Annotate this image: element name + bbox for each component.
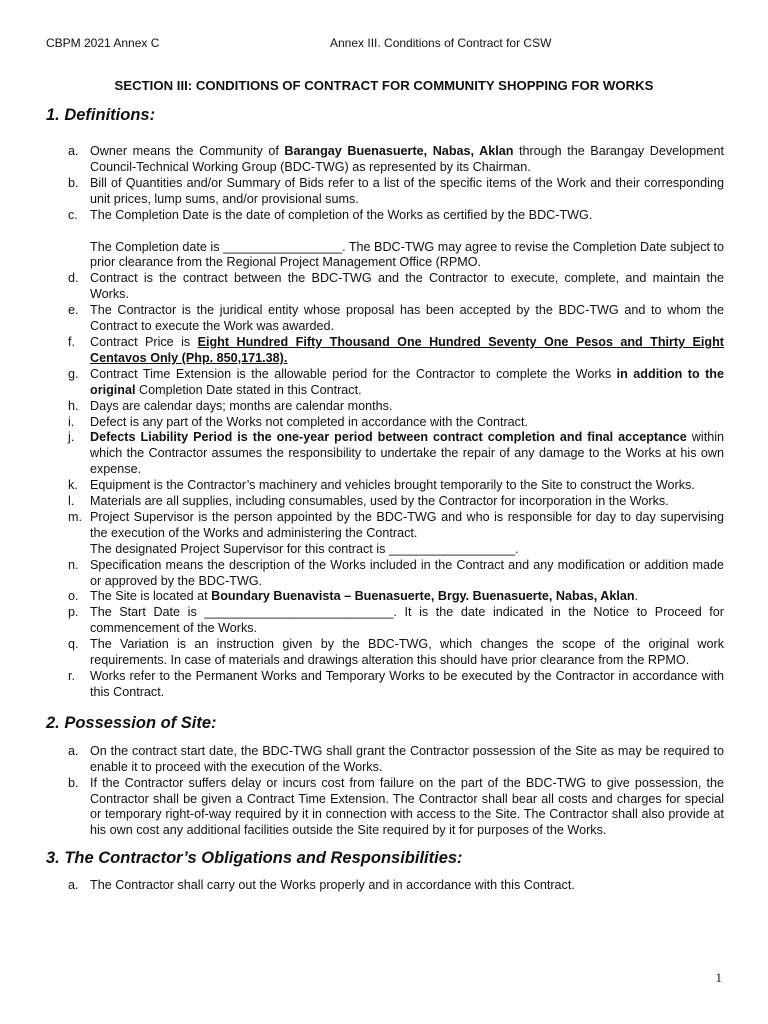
list-item: b. Bill of Quantities and/or Summary of Bids refer to a list of the specific items of the Work and their corresponding unit prices, lump sums, and/or provisional sums.	[68, 175, 724, 206]
list-item: g. Contract Time Extension is the allowable period for the Contractor to complete the Works in addition to the original Completion Date stated in this Contract.	[68, 366, 725, 397]
list-item: o. The Site is located at Boundary Buenavista – Buenasuerte, Brgy. Buenasuerte, Nabas, Aklan.	[68, 589, 639, 604]
list-item: a. Owner means the Community of Barangay Buenasuerte, Nabas, Aklan through the Barangay Development Council-Technical Working Group (BDC-TWG) as represented by its Chairman.	[68, 144, 724, 174]
header-left: CBPM 2021 Annex C	[46, 36, 160, 50]
list-item: q. The Variation is an instruction given by the BDC-TWG, which changes the scope of the original work requirements. In case of materials and drawings alteration this should have prior clearance from the RPMO.	[68, 637, 724, 668]
definitions-list	[46, 144, 724, 701]
contract-price-amount: Eight Hundred Fifty Thousand One Hundred Seventy One Pesos and Thirty Eight Centavos Only (Php. 850,171.38).	[90, 334, 724, 365]
completion-date-paragraph: The Completion date is _________________. The BDC-TWG may agree to revise the Completion Date subject to prior clearance from the Regional Project Management Office (RPMO.	[90, 239, 725, 270]
section-heading-obligations: 3. The Contractor’s Obligations and Responsibilities:	[46, 849, 463, 868]
header-center: Annex III. Conditions of Contract for CSW	[330, 36, 552, 50]
list-item: c. The Completion Date is the date of completion of the Works as certified by the BDC-TWG. The Completion date is _________________. The BDC-TWG may agree to revise the Completion Date subject to prior clearance from the Regional Project Management Office (RPMO.	[68, 207, 725, 270]
document-body	[46, 105, 724, 894]
list-item: m. Project Supervisor is the person appointed by the BDC-TWG and who is responsible for day to day supervising the execution of the Works and administering the Contract. The designated Project Supervisor for this contract is __________________.	[68, 509, 724, 556]
obligations-list	[46, 878, 724, 894]
list-item: p. The Start Date is ___________________________. It is the date indicated in the Notice to Proceed for commencement of the Works.	[68, 605, 724, 636]
section-heading-possession: 2. Possession of Site:	[46, 713, 217, 732]
list-item: b. If the Contractor suffers delay or incurs cost from failure on the part of the BDC-TWG to give possession, the Contractor shall be given a Contract Time Extension. The Contractor shall bear all costs and charges for special or temporary right-of-way required by it in connection with access to the Site. The Contractor shall also provide at his own cost any additional facilities outside the Site required by it for purposes of the Works.	[68, 775, 724, 838]
list-item: a. On the contract start date, the BDC-TWG shall grant the Contractor possession of the Site as may be required to enable it to proceed with the execution of the Works.	[68, 743, 724, 774]
list-item: i. Defect is any part of the Works not completed in accordance with the Contract.	[68, 414, 528, 429]
page-title: SECTION III: CONDITIONS OF CONTRACT FOR COMMUNITY SHOPPING FOR WORKS	[114, 78, 654, 93]
list-item: l. Materials are all supplies, including consumables, used by the Contractor for incorporation in the Works.	[68, 494, 669, 509]
list-item: h. Days are calendar days; months are calendar months.	[68, 398, 393, 413]
list-item: r. Works refer to the Permanent Works and Temporary Works to be executed by the Contractor in accordance with this Contract.	[68, 669, 724, 699]
section-heading-definitions: 1. Definitions:	[46, 106, 156, 124]
list-item: d. Contract is the contract between the BDC-TWG and the Contractor to execute, complete, and maintain the Works.	[68, 271, 724, 302]
list-item: k. Equipment is the Contractor’s machinery and vehicles brought temporarily to the Site to construct the Works.	[68, 478, 695, 493]
list-item: j. Defects Liability Period is the one-year period between contract completion and final acceptance within which the Contractor assumes the responsibility to undertake the repair of any damage to the Works at his own expense.	[68, 430, 724, 477]
page-header	[46, 36, 722, 52]
list-item: n. Specification means the description of the Works included in the Contract and any modification or addition made or approved by the BDC-TWG.	[68, 557, 724, 588]
page-number: 1	[715, 970, 722, 985]
list-item: a. The Contractor shall carry out the Works properly and in accordance with this Contract.	[68, 878, 575, 893]
list-item: f. Contract Price is Eight Hundred Fifty Thousand One Hundred Seventy One Pesos and Thirty Eight Centavos Only (Php. 850,171.38).	[68, 334, 724, 365]
possession-list	[46, 744, 724, 839]
list-item: e. The Contractor is the juridical entity whose proposal has been accepted by the BDC-TWG and to whom the Contract to execute the Work was awarded.	[68, 303, 724, 334]
